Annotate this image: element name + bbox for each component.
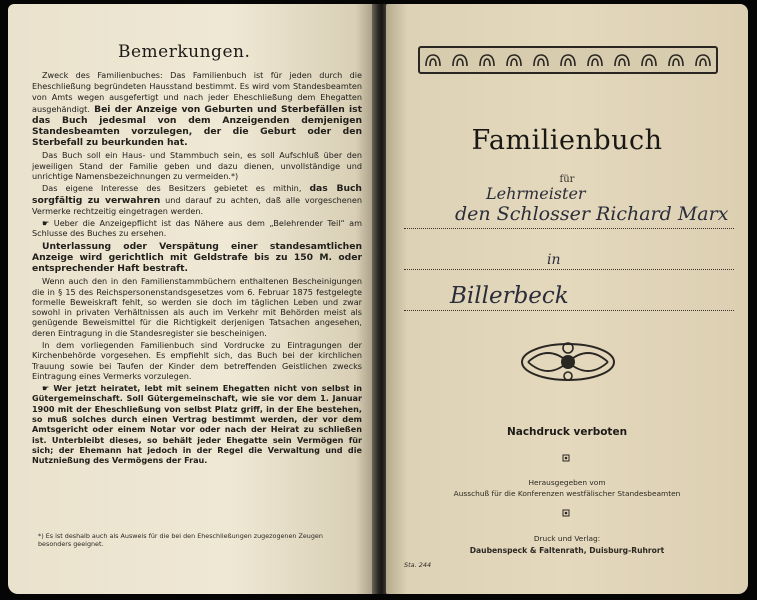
published-by: Herausgegeben vom (528, 478, 606, 487)
footnote: *) Es ist deshalb auch als Ausweis für die bei den Eheschließungen zugezogenen Zeugen besonders geeignet. (38, 532, 323, 548)
paragraph-property (32, 383, 362, 465)
remarks-heading: Bemerkungen. (118, 42, 251, 62)
committee-name: Ausschuß für die Konferenzen westfälischer Standesbeamten (453, 489, 681, 498)
book-title: Familienbuch (471, 125, 663, 156)
ornament-icon (505, 52, 523, 68)
small-ornament-icon (562, 454, 570, 462)
paragraph-evidence: Wenn auch den in den Familienstammbüchern enthaltenen Bescheinigungen die in § 15 des Reichspersonenstandsgesetzes vom 6. Februar 1875 festgelegte formelle Beweiskraft fehlt, so werden sie doch im täglichen Leben und zwar sowohl in privaten Verhältnissen als auch im Verkehr mit Behörden meist als genügende Beweismittel für die Richtigkeit derjenigen Tatsachen angesehen, deren Eintragung in die Standesregister sie bescheinigen. (32, 276, 362, 338)
pointing-hand-icon: ☛ (42, 383, 50, 394)
ornament-icon (613, 52, 631, 68)
paragraph-church: In dem vorliegenden Familienbuch sind Vordrucke zu Eintragungen der Kirchenbehörde vorgesehen. Es empfiehlt sich, das Buch bei der kirchlichen Trauung sowie bei Taufen der Kinder dem betreffenden Geistlichen zwecks Eintragung eines Vermerks vorzulegen. (32, 340, 362, 381)
paragraph-duty-text: Ueber die Anzeigepflicht ist das Nähere aus dem „Belehrender Teil“ am Schlusse des Buches zu ersehen. (32, 218, 362, 239)
paragraph-property-text: Wer jetzt heiratet, lebt mit seinem Ehegatten nicht von selbst in Gütergemeinschaft. Soll Gütergemeinschaft, wie sie vor dem 1. Januar 1900 mit der Eheschließung von selbst Platz griff, in der Ehe bestehen, so muß solches durch einen Vertrag bestimmt werden, der vor dem Amtsgericht oder einem Notar vor oder nach der Heirat zu schließen ist. Unterbleibt dieses, so behält jeder Ehegatte sein Vermögen für sich; der Ehemann hat jedoch in der Regel die Verwaltung und die Nutznießung des Vermögens der Frau. (32, 383, 362, 466)
floral-emblem-icon (518, 338, 618, 386)
name-line (404, 228, 734, 229)
place-line (404, 310, 734, 311)
handwritten-in: in (547, 252, 561, 268)
paragraph-interest (32, 183, 362, 216)
small-ornament-icon (562, 509, 570, 517)
reprint-notice: Nachdruck verboten (506, 426, 628, 438)
ornament-icon (559, 52, 577, 68)
publisher-name: Daubenspeck & Faltenrath, Duisburg-Ruhrort (469, 546, 665, 555)
ornament-icon (478, 52, 496, 68)
ornament-icon (451, 52, 469, 68)
handwritten-occupation: Lehrmeister (486, 184, 586, 203)
paragraph-duty (32, 218, 362, 239)
ornament-icon (532, 52, 550, 68)
form-number: Sta. 244 (404, 561, 432, 569)
ornament-icon (424, 52, 442, 68)
fuer-label: für (559, 174, 575, 185)
ornament-icon (667, 52, 685, 68)
handwritten-place: Billerbeck (450, 283, 569, 309)
paragraph-purpose-text: Zweck des Familienbuches: Das Familienbuch ist für jeden durch die Eheschließung begründeten Hausstand bestimmt. Es wird vom Standesbeamten von Amts wegen ausgefertigt und nach jeder Eheschließung dem Ehegatten ausgehändigt. (32, 70, 362, 114)
left-page (8, 4, 378, 594)
remarks-text (32, 70, 362, 468)
paragraph-interest-a: Das eigene Interesse des Besitzers gebietet es mithin, (42, 183, 302, 194)
in-line (404, 269, 734, 270)
handwritten-name-line: den Schlosser Richard Marx (455, 203, 729, 225)
ornament-border (418, 46, 718, 74)
paragraph-house-book: Das Buch soll ein Haus- und Stammbuch sein, es soll Aufschluß über den jeweiligen Stand der Familie geben und dazu dienen, unvollständige und unrichtige Namensbezeichnungen zu vermeiden.*) (32, 150, 362, 182)
paragraph-purpose-bold: Bei der Anzeige von Geburten und Sterbefällen ist das Buch jedesmal von dem Anzeigenden demjenigen Standesbeamten vorzulegen, der die Geburt oder den Sterbefall zu beurkunden hat. (32, 103, 362, 149)
paragraph-purpose (32, 70, 362, 148)
ornament-icon (694, 52, 712, 68)
ornament-icon (586, 52, 604, 68)
paragraph-interest-c: und darauf zu achten, daß alle vorgeschenen Vermerke rechtzeitig eingetragen werden. (32, 194, 362, 216)
ornament-icon (640, 52, 658, 68)
pointing-hand-icon: ☛ (42, 218, 50, 229)
paragraph-penalty: Unterlassung oder Verspätung einer standesamtlichen Anzeige wird gerichtlich mit Geldstrafe bis zu 150 M. oder entsprechender Haft bestraft. (32, 240, 362, 275)
print-label: Druck und Verlag: (533, 534, 601, 543)
paragraph-interest-bold: das Buch sorgfältig zu verwahren (32, 183, 362, 206)
